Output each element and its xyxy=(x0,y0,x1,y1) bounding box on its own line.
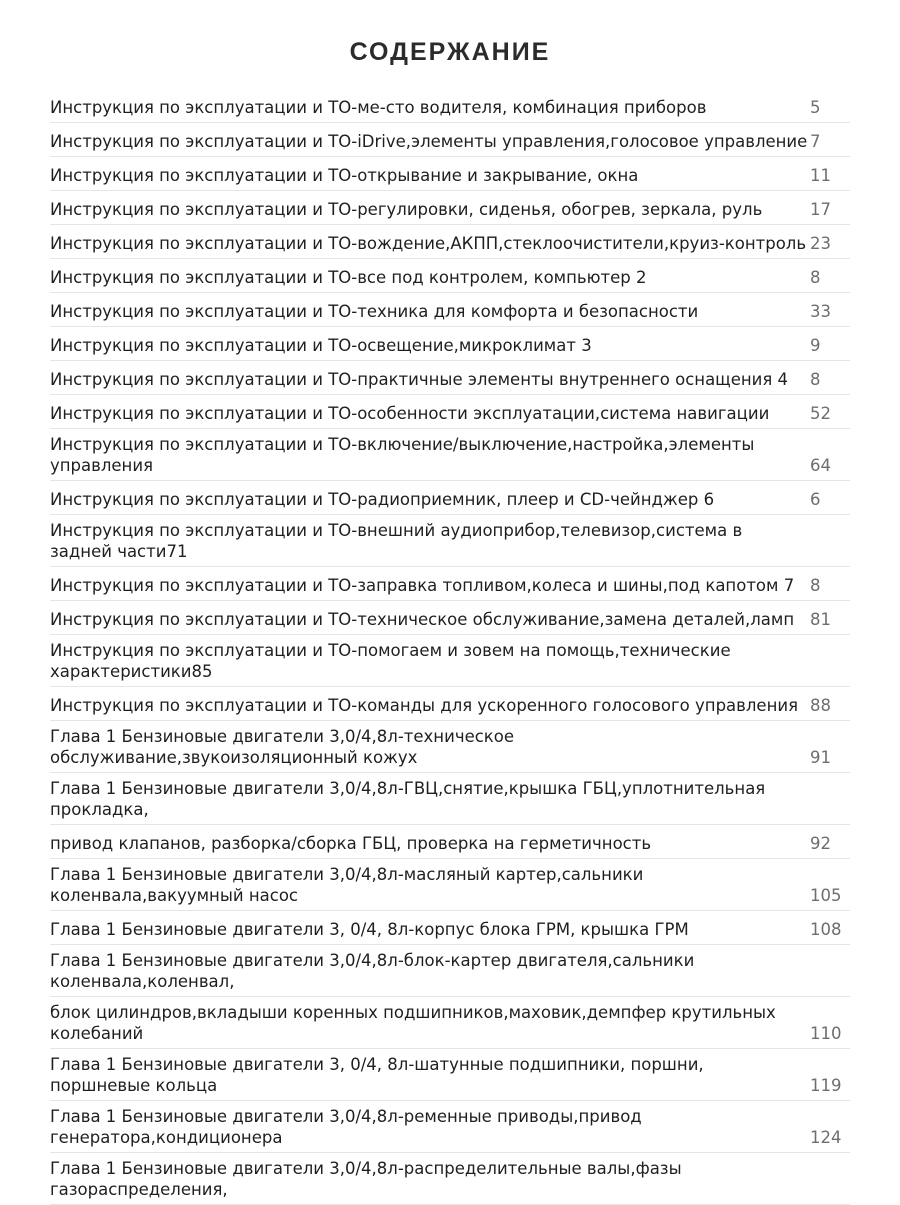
toc-entry-title: привод клапанов, разборка/сборка ГБЦ, проверка на герметичность xyxy=(50,834,652,853)
toc-entry xyxy=(50,687,850,721)
toc-entry xyxy=(50,89,850,123)
toc-entry-title: Инструкция по эксплуатации и ТО-iDrive,элементы управления,голосовое управление xyxy=(50,132,808,151)
toc-entry-title: Глава 1 Бензиновые двигатели 3,0/4,8л-распределительные валы,фазы газораспределения, xyxy=(50,1159,682,1199)
toc-entry xyxy=(50,293,850,327)
toc-entry-page: 110 xyxy=(810,1024,842,1043)
toc-entry-title: Глава 1 Бензиновые двигатели 3, 0/4, 8л-корпус блока ГРМ, крышка ГРМ xyxy=(50,920,689,939)
toc-entry-title: Инструкция по эксплуатации и ТО-все под контролем, компьютер 2 xyxy=(50,268,647,287)
toc-entry xyxy=(50,225,850,259)
toc-entry-page: 119 xyxy=(810,1076,842,1095)
toc-entry-title: Инструкция по эксплуатации и ТО-радиоприемник, плеер и CD-чейнджер 6 xyxy=(50,490,715,509)
toc-entry-title: блок цилиндров,вкладыши коренных подшипников,маховик,демпфер крутильных колебаний xyxy=(50,1003,776,1043)
toc-entry xyxy=(50,635,850,687)
toc-entry-title: Глава 1 Бензиновые двигатели 3,0/4,8л-блок-картер двигателя,сальники коленвала,коленвал, xyxy=(50,951,695,991)
toc-entry-page: 64 xyxy=(810,456,831,475)
toc-entry xyxy=(50,157,850,191)
toc-entry xyxy=(50,361,850,395)
toc-entry-page: 91 xyxy=(810,748,831,767)
toc-entry-page: 5 xyxy=(810,98,821,117)
toc-entry-page: 92 xyxy=(810,834,831,853)
toc-entry xyxy=(50,395,850,429)
toc-entry-title: Инструкция по эксплуатации и ТО-освещение,микроклимат 3 xyxy=(50,336,592,355)
toc-entry xyxy=(50,191,850,225)
toc-entry xyxy=(50,601,850,635)
toc-entry-title: Инструкция по эксплуатации и ТО-ме-сто водителя, комбинация приборов xyxy=(50,98,707,117)
toc-entry-page: 33 xyxy=(810,302,831,321)
toc-entry-title: Инструкция по эксплуатации и ТО-внешний аудиоприбор,телевизор,система в задней части71 xyxy=(50,521,743,561)
toc-entry xyxy=(50,1101,850,1153)
toc-entry-page: 7 xyxy=(810,132,821,151)
toc-entry-page: 88 xyxy=(810,696,831,715)
toc-entry-page: 8 xyxy=(810,268,821,287)
toc-entry-title: Инструкция по эксплуатации и ТО-регулировки, сиденья, обогрев, зеркала, руль xyxy=(50,200,763,219)
toc-entry xyxy=(50,945,850,997)
toc-entry-page: 9 xyxy=(810,336,821,355)
toc-entry-title: Глава 1 Бензиновые двигатели 3, 0/4, 8л-шатунные подшипники, поршни, поршневые кольца xyxy=(50,1055,704,1095)
toc-entry-page: 6 xyxy=(810,490,821,509)
toc-entry-title: Глава 1 Бензиновые двигатели 3,0/4,8л-масляный картер,сальники коленвала,вакуумный насос xyxy=(50,865,644,905)
toc-entry xyxy=(50,481,850,515)
toc-entry xyxy=(50,429,850,481)
toc-entry xyxy=(50,567,850,601)
toc-entry xyxy=(50,327,850,361)
toc-entry xyxy=(50,515,850,567)
toc-entry-page: 23 xyxy=(810,234,831,253)
table-of-contents xyxy=(50,89,850,1205)
toc-entry-title: Инструкция по эксплуатации и ТО-заправка топливом,колеса и шины,под капотом 7 xyxy=(50,576,795,595)
toc-entry-title: Инструкция по эксплуатации и ТО-техническое обслуживание,замена деталей,ламп xyxy=(50,610,795,629)
toc-entry-page: 17 xyxy=(810,200,831,219)
toc-entry-page: 81 xyxy=(810,610,831,629)
toc-entry-page: 108 xyxy=(810,920,842,939)
toc-entry-title: Инструкция по эксплуатации и ТО-практичные элементы внутреннего оснащения 4 xyxy=(50,370,789,389)
toc-entry xyxy=(50,123,850,157)
toc-entry-page: 52 xyxy=(810,404,831,423)
toc-entry-title: Инструкция по эксплуатации и ТО-помогаем и зовем на помощь,технические характеристики85 xyxy=(50,641,731,681)
toc-entry-title: Инструкция по эксплуатации и ТО-вождение,АКПП,стеклоочистители,круиз-контроль xyxy=(50,234,807,253)
toc-entry-title: Глава 1 Бензиновые двигатели 3,0/4,8л-ременные приводы,привод генератора,кондиционера xyxy=(50,1107,642,1147)
toc-entry xyxy=(50,259,850,293)
toc-entry xyxy=(50,721,850,773)
toc-entry-title: Инструкция по эксплуатации и ТО-особенности эксплуатации,система навигации xyxy=(50,404,770,423)
toc-entry-title: Инструкция по эксплуатации и ТО-техника для комфорта и безопасности xyxy=(50,302,699,321)
toc-entry xyxy=(50,1153,850,1205)
toc-entry-title: Инструкция по эксплуатации и ТО-команды для ускоренного голосового управления xyxy=(50,696,799,715)
toc-entry-page: 8 xyxy=(810,370,821,389)
toc-entry-title: Инструкция по эксплуатации и ТО-открывание и закрывание, окна xyxy=(50,166,639,185)
toc-entry xyxy=(50,1049,850,1101)
toc-entry-page: 105 xyxy=(810,886,842,905)
toc-entry xyxy=(50,825,850,859)
toc-entry-page: 8 xyxy=(810,576,821,595)
toc-entry xyxy=(50,773,850,825)
toc-entry-page: 11 xyxy=(810,166,831,185)
toc-entry xyxy=(50,911,850,945)
page-title: СОДЕРЖАНИЕ xyxy=(349,38,551,66)
toc-entry-title: Глава 1 Бензиновые двигатели 3,0/4,8л-ГВЦ,снятие,крышка ГБЦ,уплотнительная прокладка, xyxy=(50,779,766,819)
toc-entry xyxy=(50,997,850,1049)
toc-entry-title: Глава 1 Бензиновые двигатели 3,0/4,8л-техническое обслуживание,звукоизоляционный кожух xyxy=(50,727,515,767)
toc-entry xyxy=(50,859,850,911)
toc-entry-page: 124 xyxy=(810,1128,842,1147)
toc-entry-title: Инструкция по эксплуатации и ТО-включение/выключение,настройка,элементы управления xyxy=(50,435,755,475)
